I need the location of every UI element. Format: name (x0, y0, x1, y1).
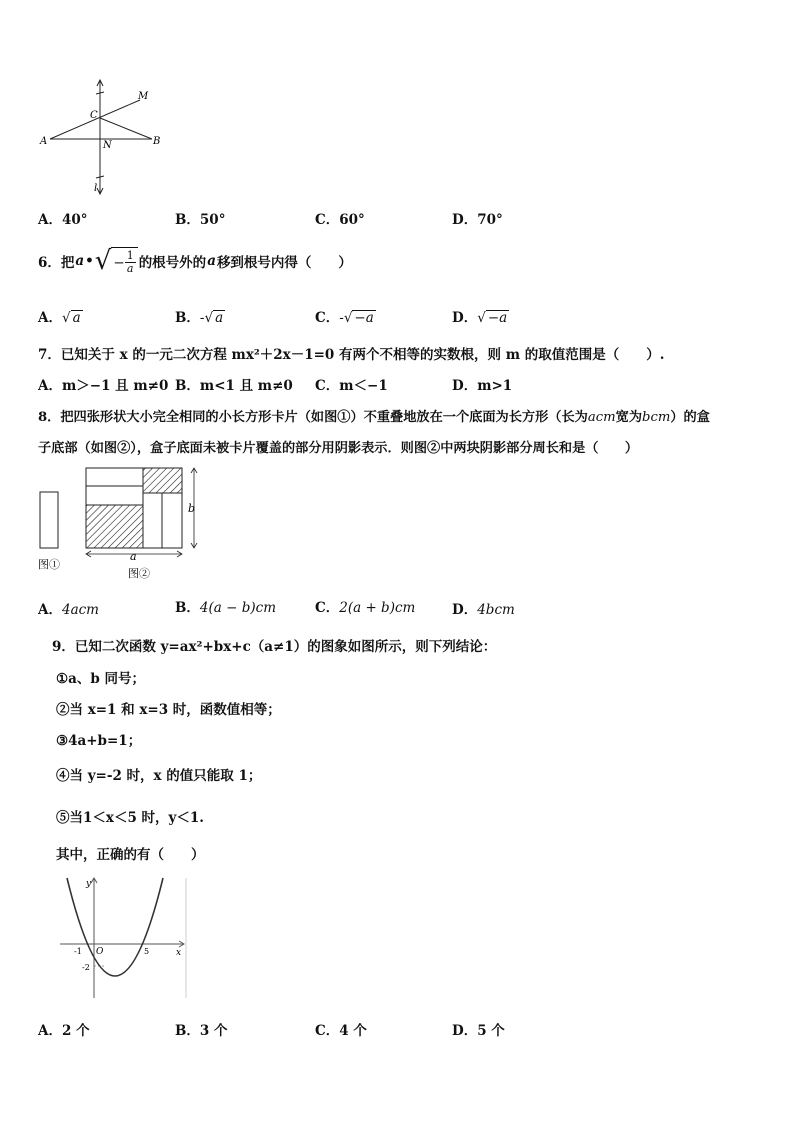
q9-question: 其中，正确的有（ ） (56, 847, 205, 863)
q6-option-a-label: A． (38, 310, 62, 326)
q7-option-c[interactable]: C．m＜−1 (315, 378, 388, 394)
q8-stem-line1 (38, 406, 710, 425)
q8-wid-expr: bcm (642, 410, 671, 425)
q8-stem-part-c: ）的盒 (670, 410, 710, 425)
q5-label-b: B (153, 136, 161, 147)
q6-stem (38, 246, 352, 276)
q8-option-c-label: C． (315, 600, 340, 616)
q9-option-a[interactable]: A．2 个 (38, 1023, 90, 1039)
q6-option-a-expr: a (72, 310, 81, 326)
q8-option-b-expr: 4(a − b)cm (199, 600, 276, 616)
q6-option-b-label: B． (175, 310, 200, 326)
q5-label-c: C (90, 110, 98, 121)
q6-mid-text: 的根号外的 (138, 255, 207, 271)
q8-fig2-label: 图② (128, 567, 150, 580)
q8-stem-line2: 子底部（如图②），盒子底面未被卡片覆盖的部分用阴影表示．则图②中两块阴影部分周长和是（ ） (38, 441, 639, 456)
q9-item-4: ④当 y=-2 时，x 的值只能取 1； (56, 768, 262, 784)
q7-option-a[interactable]: A．m＞−1 且 m≠0 (38, 378, 169, 394)
q9-tick-neg1: -1 (74, 947, 82, 956)
q8-option-d-label: D． (452, 602, 478, 618)
q5-figure (36, 78, 166, 198)
q7-option-d[interactable]: D．m>1 (452, 378, 513, 394)
q8-option-a-label: A． (38, 602, 62, 618)
q8-fig1-label: 图① (38, 558, 60, 571)
q6-option-d[interactable]: D．√ −a (452, 310, 508, 326)
q9-option-d[interactable]: D．5 个 (452, 1023, 505, 1039)
q6-fraction (125, 250, 136, 274)
q9-item-5: ⑤当1＜x＜5 时，y＜1. (56, 810, 204, 826)
q6-option-a[interactable]: A．√ a (38, 310, 81, 326)
q6-option-c-minus: - (339, 310, 344, 326)
q6-option-c-label: C． (315, 310, 340, 326)
q8-option-c[interactable] (315, 596, 415, 616)
q6-option-b[interactable]: B．-√ a (175, 310, 224, 326)
q6-var-a: a (75, 253, 85, 269)
q9-option-c[interactable]: C．4 个 (315, 1023, 367, 1039)
q8-dim-b: b (188, 502, 196, 515)
q9-tick-neg2: -2 (82, 963, 90, 972)
q5-label-n: N (103, 140, 112, 151)
q8-option-a[interactable] (38, 598, 99, 618)
q6-suffix: 移到根号内得（ ） (216, 255, 352, 271)
q9-parabola-graph (58, 874, 190, 1002)
q6-prefix: 6．把 (38, 255, 75, 271)
q6-option-d-label: D． (452, 310, 478, 326)
q8-option-b[interactable] (175, 596, 276, 616)
q8-option-c-expr: 2(a + b)cm (339, 600, 416, 616)
q8-stem-part-a: 8．把四张形状大小完全相同的小长方形卡片（如图①）不重叠地放在一个底面为长方形（长为 (38, 410, 588, 425)
q8-figure (36, 464, 216, 582)
q8-stem-part-b: 宽为 (615, 410, 643, 425)
q8-dim-a: a (130, 550, 137, 563)
q5-option-d[interactable]: D．70° (452, 212, 503, 228)
q6-option-c[interactable]: C．-√ −a (315, 310, 374, 326)
q9-item-1: ①a、b 同号； (56, 671, 145, 687)
q6-option-b-expr: a (215, 310, 224, 326)
q6-option-b-minus: - (199, 310, 205, 326)
q5-option-b[interactable]: B．50° (175, 212, 226, 228)
q7-option-b[interactable]: B．m<1 且 m≠0 (175, 378, 293, 394)
q6-frac-num: 1 (126, 249, 134, 263)
q6-dot: • (85, 253, 94, 269)
q5-option-a[interactable]: A．40° (38, 212, 88, 228)
q6-radical: √ − $\frac{1}{a}$ (95, 246, 138, 276)
q9-axis-y-label: y (86, 879, 92, 889)
q8-option-d[interactable] (452, 598, 515, 618)
q6-option-c-expr: −a (354, 310, 374, 326)
q5-label-l: l (94, 183, 98, 194)
q6-minus: − (113, 254, 125, 271)
q5-label-a: A (40, 136, 48, 147)
q5-label-m: M (138, 91, 149, 102)
q9-stem: 9．已知二次函数 y=ax²+bx+c（a≠1）的图象如图所示，则下列结论： (52, 639, 497, 655)
q5-option-c[interactable]: C．60° (315, 212, 365, 228)
q9-item-3: ③4a+b=1； (56, 733, 142, 749)
q6-frac-den: a (126, 262, 134, 275)
q9-parabola-curve (67, 878, 163, 976)
q9-tick-5: 5 (144, 947, 150, 956)
q6-var-a2: a (207, 253, 216, 269)
q8-option-d-expr: 4bcm (477, 602, 515, 618)
q7-stem: 7．已知关于 x 的一元二次方程 mx²＋2x－1=0 有两个不相等的实数根，则 m 的取值范围是（ ）. (38, 347, 665, 363)
q9-origin-label: O (96, 947, 104, 957)
q8-len-expr: acm (587, 410, 616, 425)
q8-option-b-label: B． (175, 600, 200, 616)
q9-option-b[interactable]: B．3 个 (175, 1023, 228, 1039)
q8-option-a-expr: 4acm (61, 602, 99, 618)
q6-option-d-expr: −a (487, 310, 508, 326)
q9-item-2: ②当 x=1 和 x=3 时，函数值相等； (56, 702, 281, 718)
q9-axis-x-label: x (176, 948, 182, 958)
